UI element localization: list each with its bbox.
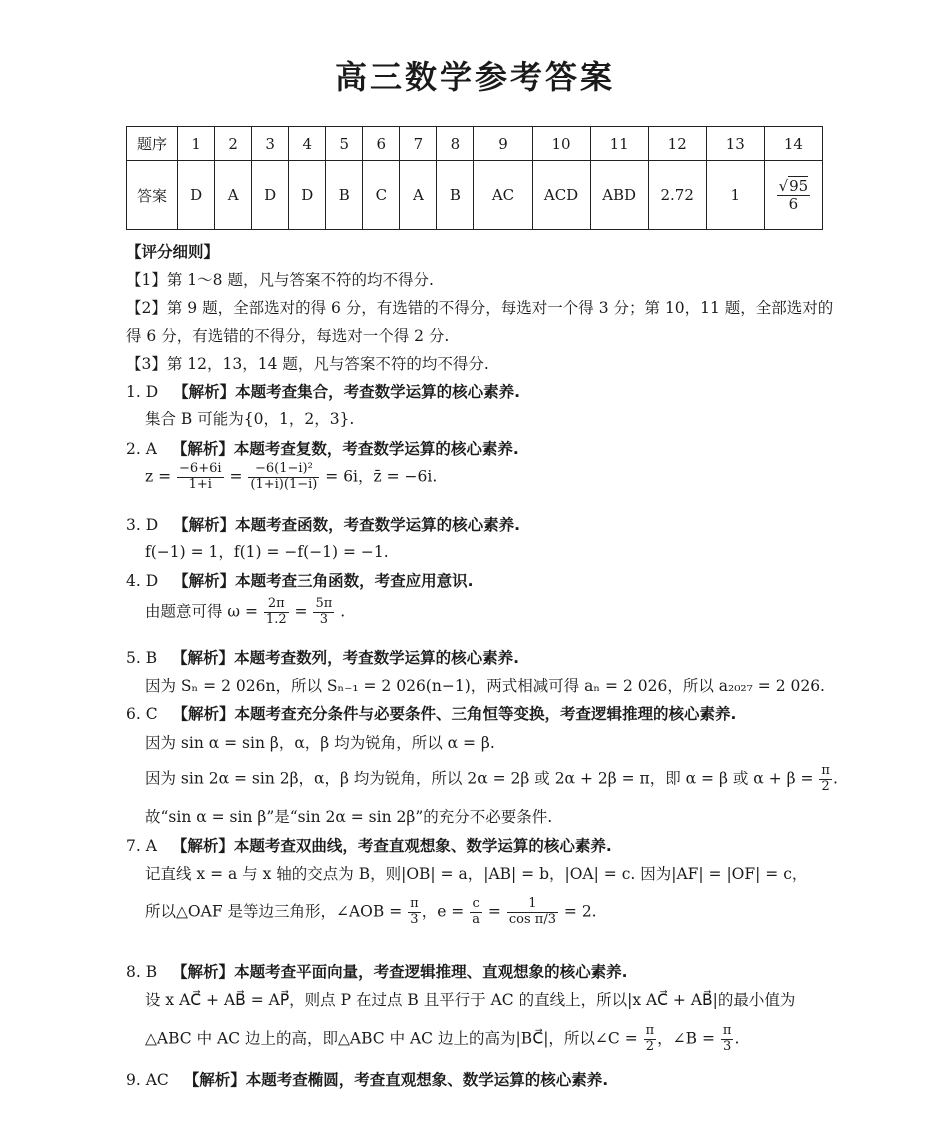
fraction-denominator: (1+i)(1−i) (250, 476, 318, 492)
q6-answer: 6. C (126, 705, 158, 723)
equals-sign: = (294, 602, 308, 621)
cell-number: 13 (706, 127, 764, 161)
cell-answer: A (400, 161, 437, 230)
cell-answer: B (326, 161, 363, 230)
fraction-denominator: cos π/3 (508, 911, 556, 927)
fraction (721, 1024, 734, 1055)
cell-answer: B (437, 161, 474, 230)
fraction-denominator: 3 (723, 1038, 732, 1054)
q3-body: f(−1) = 1，f(1) = −f(−1) = −1. (145, 543, 389, 561)
q6-header (126, 702, 736, 724)
period: . (832, 769, 838, 788)
cell-answer: A (215, 161, 252, 230)
row-label: 题序 (127, 127, 178, 161)
cell-answer: 1 (706, 161, 764, 230)
cell-answer: D (178, 161, 215, 230)
fraction-numerator: 2π (264, 597, 289, 613)
q4-header (126, 569, 474, 591)
q6-description: 本题考查充分条件与必要条件、三角恒等变换，考查逻辑推理的核心素养. (234, 705, 737, 723)
fraction (313, 597, 334, 628)
fraction-denominator: a (472, 911, 480, 927)
cell-number: 4 (289, 127, 326, 161)
cell-answer: ACD (532, 161, 590, 230)
fraction-denominator: 3 (410, 911, 419, 927)
cell-answer: ABD (590, 161, 648, 230)
q8-line-1: 设 x AC⃗ + AB⃗ = AP⃗，则点 P 在过点 B 且平行于 AC 的直线上，所以|x AC⃗ + AB⃗|的最小值为 (145, 991, 796, 1009)
cell-number: 7 (400, 127, 437, 161)
fraction (248, 462, 319, 493)
fraction (470, 897, 482, 928)
analysis-tag: 【解析】 (173, 516, 236, 534)
q4-answer: 4. D (126, 572, 159, 590)
q2-header (126, 437, 519, 459)
q2-description: 本题考查复数，考查数学运算的核心素养. (233, 440, 519, 458)
q9-answer: 9. AC (126, 1071, 169, 1089)
analysis-tag: 【解析】 (172, 649, 235, 667)
fraction-numerator: c (470, 897, 482, 913)
fraction-numerator: −6+6i (179, 461, 222, 476)
cell-number: 10 (532, 127, 590, 161)
fraction (644, 1024, 657, 1055)
sqrt-fraction: $\frac{√95}{6}$ (778, 177, 809, 213)
fraction-numerator: 1 (507, 897, 558, 913)
answer-table (126, 126, 823, 230)
fraction-denominator: 1.2 (265, 611, 287, 627)
q1-description: 本题考查集合，考查数学运算的核心素养. (235, 383, 520, 401)
q3-answer: 3. D (126, 516, 159, 534)
table-header-row (127, 127, 823, 161)
q7-description: 本题考查双曲线，考查直观想象、数学运算的核心素养. (233, 837, 612, 855)
fraction-denominator: 3 (319, 611, 329, 627)
cell-number: 2 (215, 127, 252, 161)
rule-2a: 【2】第 9 题，全部选对的得 6 分，有选错的不得分，每选对一个得 3 分；第 10，11 题，全部选对的 (126, 299, 834, 317)
fraction-numerator: 5π (315, 596, 333, 611)
q6-line-2-text: 因为 sin 2α = sin 2β，α，β 均为锐角，所以 2α = 2β 或 2α + 2β = π，即 α = β 或 α + β = (145, 769, 814, 788)
fraction-numerator: −6(1−i)² (248, 462, 319, 478)
cell-number: 14 (764, 127, 822, 161)
fraction-denominator: 2 (645, 1038, 655, 1054)
q2-answer: 2. A (126, 440, 157, 458)
rule-1: 【1】第 1～8 题，凡与答案不符的均不得分. (126, 271, 434, 289)
q6-line-3: 故“sin α = sin β”是“sin 2α = sin 2β”的充分不必要条件. (145, 808, 553, 826)
q5-header (126, 646, 519, 668)
fraction (819, 764, 832, 795)
period: . (734, 1029, 740, 1048)
cell-answer-fraction (764, 161, 822, 230)
fraction-denominator: 6 (788, 194, 799, 213)
cell-number: 6 (363, 127, 400, 161)
cell-number: 9 (474, 127, 532, 161)
q2-lhs: z = (145, 467, 172, 486)
cell-answer: 2.72 (648, 161, 706, 230)
q4-body (145, 597, 345, 628)
q8-description: 本题考查平面向量，考查逻辑推理、直观想象的核心素养. (234, 963, 628, 981)
analysis-tag: 【解析】 (173, 572, 236, 590)
q9-description: 本题考查椭圆，考查直观想象、数学运算的核心素养. (245, 1071, 609, 1089)
q5-answer: 5. B (126, 649, 158, 667)
q7-line-2-c: = (487, 902, 501, 921)
fraction (507, 897, 558, 928)
q8-line-2-mid: ，∠B = (657, 1029, 715, 1048)
q9-header (126, 1068, 608, 1090)
cell-answer: D (289, 161, 326, 230)
q4-pre: 由题意可得 ω = (145, 602, 258, 621)
q8-answer: 8. B (126, 963, 158, 981)
q7-line-2-b: ，e = (421, 902, 465, 921)
q3-header (126, 513, 520, 535)
analysis-tag: 【解析】 (172, 705, 235, 723)
fraction-denominator: 1+i (188, 476, 212, 492)
q2-body (145, 462, 437, 493)
cell-number: 11 (590, 127, 648, 161)
analysis-tag: 【解析】 (183, 1071, 246, 1089)
rule-2b: 得 6 分，有选错的不得分，每选对一个得 2 分. (126, 327, 450, 345)
cell-number: 1 (178, 127, 215, 161)
fraction-numerator: π (645, 1023, 655, 1038)
q7-line-2-a: 所以△OAF 是等边三角形，∠AOB = (145, 902, 403, 921)
fraction (264, 597, 289, 628)
cell-answer: C (363, 161, 400, 230)
cell-number: 8 (437, 127, 474, 161)
fraction (408, 897, 421, 928)
fraction-numerator: π (821, 763, 830, 778)
q7-answer: 7. A (126, 837, 157, 855)
q5-description: 本题考查数列，考查数学运算的核心素养. (234, 649, 519, 667)
q1-body: 集合 B 可能为{0，1，2，3}. (145, 410, 355, 428)
table-answer-row (127, 161, 823, 230)
q4-description: 本题考查三角函数，考查应用意识. (235, 572, 474, 590)
q7-header (126, 834, 612, 856)
cell-number: 12 (648, 127, 706, 161)
q3-description: 本题考查函数，考查数学运算的核心素养. (235, 516, 520, 534)
analysis-tag: 【解析】 (172, 963, 235, 981)
q6-line-1: 因为 sin α = sin β，α，β 均为锐角，所以 α = β. (145, 734, 495, 752)
q5-body: 因为 Sₙ = 2 026n，所以 Sₙ₋₁ = 2 026(n−1)，两式相减可得 aₙ = 2 026，所以 a₂₀₂₇ = 2 026. (145, 677, 825, 695)
q7-line-1: 记直线 x = a 与 x 轴的交点为 B，则|OB| = a，|AB| = b，|OA| = c. 因为|AF| = |OF| = c， (145, 865, 808, 883)
equals-sign: = (229, 467, 243, 486)
q8-line-2-text: △ABC 中 AC 边上的高，即△ABC 中 AC 边上的高为|BC⃗|，所以∠C = (145, 1029, 638, 1048)
cell-number: 5 (326, 127, 363, 161)
fraction-numerator: π (410, 896, 419, 911)
q2-rest: = 6i，z̄ = −6i. (325, 467, 438, 486)
analysis-tag: 【解析】 (171, 837, 234, 855)
q1-header (126, 380, 520, 402)
fraction-denominator: 2 (821, 778, 830, 794)
fraction-numerator: π (722, 1023, 732, 1038)
q8-header (126, 960, 627, 982)
page-title: 高三数学参考答案 (334, 58, 615, 96)
q1-answer: 1. D (126, 383, 159, 401)
rule-3: 【3】第 12，13，14 题，凡与答案不符的均不得分. (126, 355, 489, 373)
fraction (177, 462, 224, 493)
cell-number: 3 (252, 127, 289, 161)
cell-answer: AC (474, 161, 532, 230)
sqrt-radicand: 95 (789, 177, 809, 195)
q7-line-2-d: = 2. (563, 902, 597, 921)
analysis-tag: 【解析】 (173, 383, 236, 401)
q7-line-2 (145, 897, 597, 928)
q6-line-2 (145, 764, 838, 795)
analysis-tag: 【解析】 (171, 440, 234, 458)
cell-answer: D (252, 161, 289, 230)
row-label: 答案 (127, 161, 178, 230)
q4-post: . (340, 602, 346, 621)
q8-line-2 (145, 1024, 739, 1055)
rules-heading: 【评分细则】 (126, 243, 220, 261)
